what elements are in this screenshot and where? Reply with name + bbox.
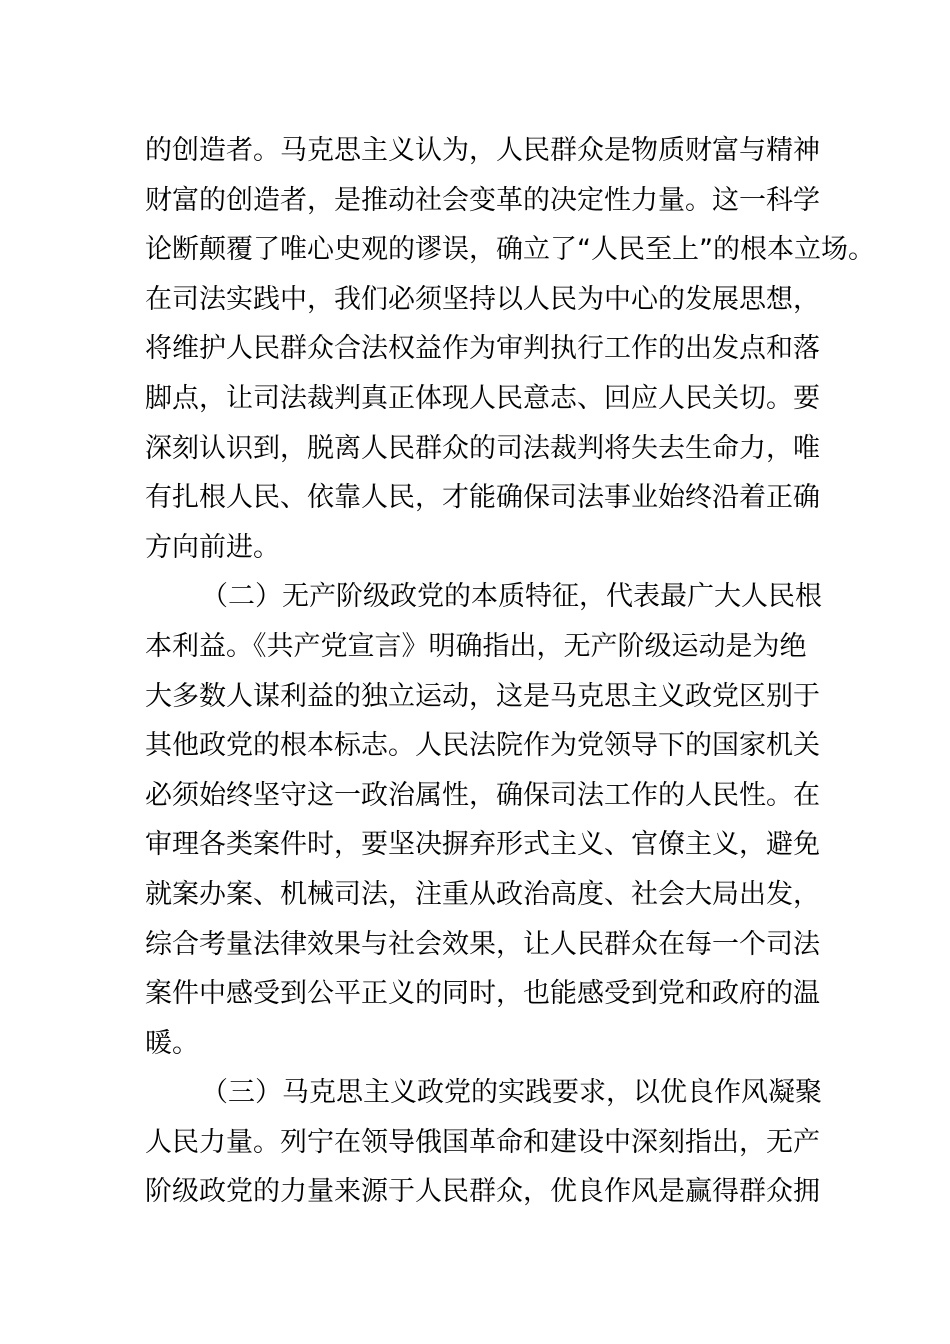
section-heading-line: （三）马克思主义政党的实践要求，以优良作风凝聚 — [201, 1077, 822, 1109]
text-line: 阶级政党的力量来源于人民群众，优良作风是赢得群众拥 — [145, 1176, 820, 1208]
text-line: 必须始终坚守这一政治属性，确保司法工作的人民性。在 — [145, 779, 820, 811]
text-line: 就案办案、机械司法，注重从政治高度、社会大局出发， — [145, 878, 820, 910]
text-line: 人民力量。列宁在领导俄国革命和建设中深刻指出，无产 — [145, 1126, 820, 1158]
text-line: 财富的创造者，是推动社会变革的决定性力量。这一科学 — [145, 184, 820, 216]
section-heading-line: （二）无产阶级政党的本质特征，代表最广大人民根 — [201, 581, 822, 613]
text-line: 的创造者。马克思主义认为，人民群众是物质财富与精神 — [145, 135, 820, 166]
text-line: 有扎根人民、依靠人民，才能确保司法事业始终沿着正确 — [145, 482, 820, 514]
text-line: 其他政党的根本标志。人民法院作为党领导下的国家机关 — [145, 730, 820, 762]
text-line: 在司法实践中，我们必须坚持以人民为中心的发展思想， — [145, 283, 820, 315]
text-line: 深刻认识到，脱离人民群众的司法裁判将失去生命力，唯 — [145, 432, 820, 464]
text-line: 暖。 — [145, 1027, 199, 1059]
text-line: 方向前进。 — [145, 531, 280, 563]
text-line: 审理各类案件时，要坚决摒弃形式主义、官僚主义，避免 — [145, 829, 820, 861]
body-text — [145, 126, 875, 1217]
text-line: 案件中感受到公平正义的同时，也能感受到党和政府的温 — [145, 978, 820, 1010]
text-line: 论断颠覆了唯心史观的谬误，确立了“人民至上”的根本立场。 — [145, 234, 875, 266]
text-line: 综合考量法律效果与社会效果，让人民群众在每一个司法 — [145, 928, 820, 960]
text-line: 大多数人谋利益的独立运动，这是马克思主义政党区别于 — [145, 680, 820, 712]
text-line: 将维护人民群众合法权益作为审判执行工作的出发点和落 — [145, 333, 820, 365]
text-line: 本利益。《共产党宣言》明确指出，无产阶级运动是为绝 — [145, 630, 807, 662]
text-line: 脚点，让司法裁判真正体现人民意志、回应人民关切。要 — [145, 382, 820, 414]
